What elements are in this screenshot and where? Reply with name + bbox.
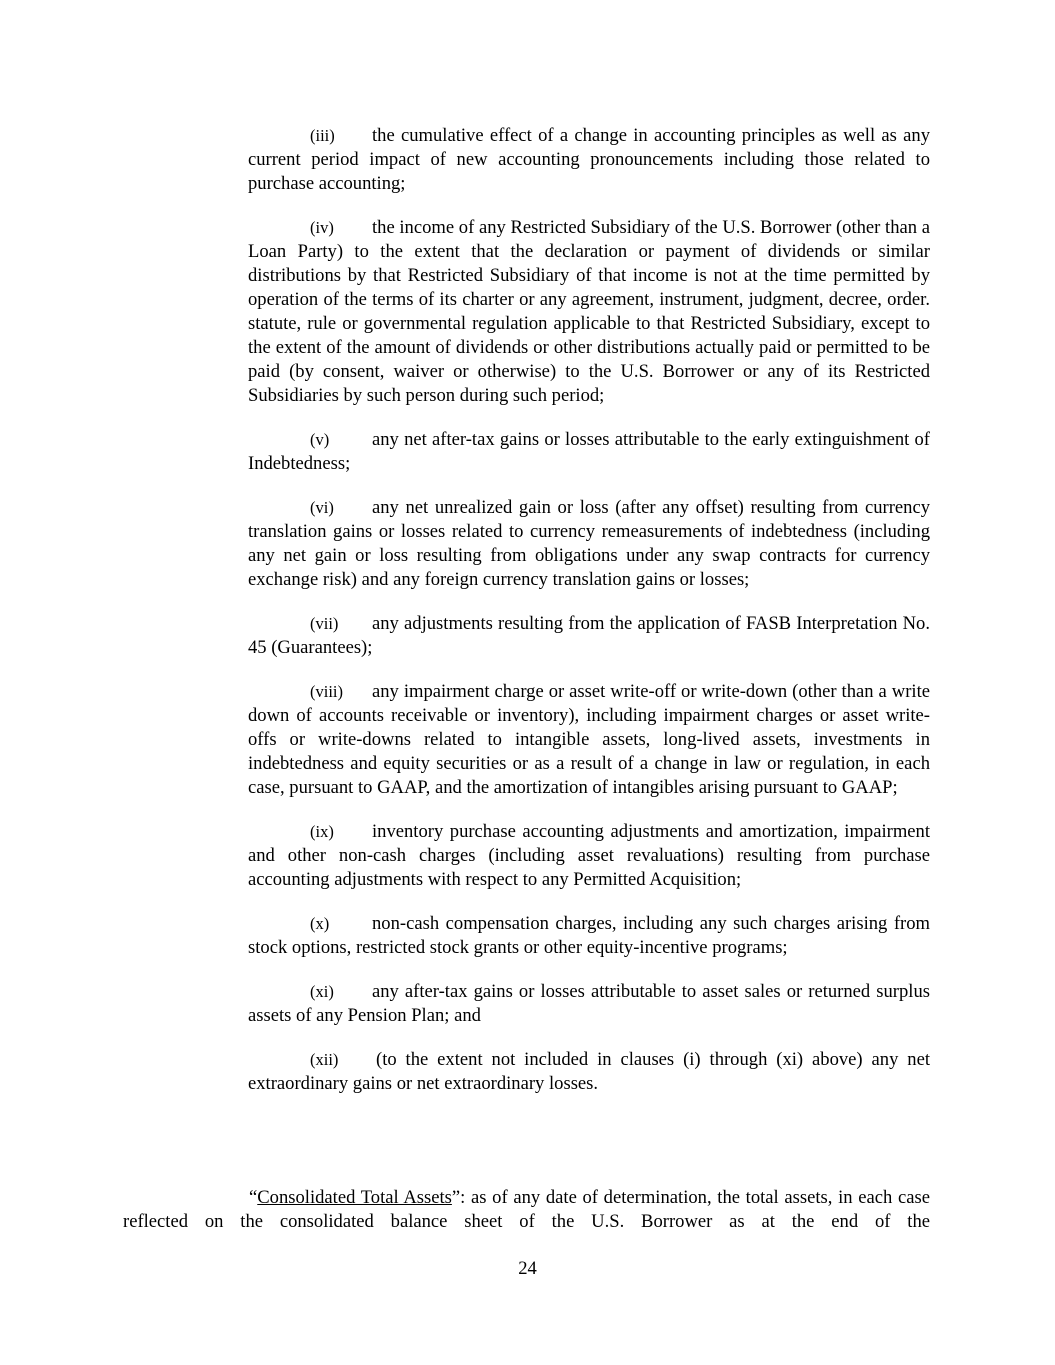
clause-iv xyxy=(248,216,930,408)
close-quote: ”: xyxy=(451,1187,466,1208)
clause-vii xyxy=(248,612,930,660)
clause-text: the income of any Restricted Subsidiary of the U.S. Borrower (other than a Loan Party) to the extent that the declaration or payment of dividends or similar distributions by that Restricted Subsidiary of that income is not at the time permitted by operation of the terms of its charter or any agreement, instrument, judgment, decree, order. statute, rule or governmental regulation applicable to that Restricted Subsidiary, except to the extent of the amount of dividends or other distributions actually paid or permitted to be paid (by consent, waiver or otherwise) to the U.S. Borrower or any of its Restricted Subsidiaries by such person during such period; xyxy=(248,217,930,406)
clause-text: any adjustments resulting from the application of FASB Interpretation No. 45 (Guarantees); xyxy=(248,613,930,658)
clause-text: any net after-tax gains or losses attributable to the early extinguishment of Indebtedness; xyxy=(248,429,930,474)
clause-number: (v) xyxy=(310,430,330,449)
clause-ix xyxy=(248,820,930,892)
clause-text: any net unrealized gain or loss (after any offset) resulting from currency translation gains or losses related to currency remeasurements of indebtedness (including any net gain or loss resulting from obligations under any swap contracts for currency exchange risk) and any foreign currency translation gains or losses; xyxy=(248,497,930,590)
open-quote: “ xyxy=(249,1187,258,1208)
clause-xii xyxy=(248,1048,930,1096)
clause-text: the cumulative effect of a change in accounting principles as well as any current period impact of new accounting pronouncements including those related to purchase accounting; xyxy=(248,125,930,194)
clause-x xyxy=(248,912,930,960)
clause-text: (to the extent not included in clauses (i) through (xi) above) any net extraordinary gains or net extraordinary losses. xyxy=(248,1049,930,1094)
clause-number: (xi) xyxy=(310,982,334,1001)
clause-viii xyxy=(248,680,930,800)
clause-number: (iii) xyxy=(310,126,335,145)
clause-iii xyxy=(248,124,930,196)
page-number: 24 xyxy=(518,1258,537,1279)
clause-number: (x) xyxy=(310,914,330,933)
clause-text: inventory purchase accounting adjustments and amortization, impairment and other non-cash charges (including asset revaluations) resulting from purchase accounting adjustments with respect to any Permitted Acquisition; xyxy=(248,821,930,890)
definition-consolidated-total-assets xyxy=(123,1186,930,1234)
clause-list xyxy=(248,124,930,1116)
clause-xi xyxy=(248,980,930,1028)
defined-term: Consolidated Total Assets xyxy=(257,1187,452,1208)
clause-number: (ix) xyxy=(310,822,334,841)
clause-vi xyxy=(248,496,930,592)
clause-text: any after-tax gains or losses attributable to asset sales or returned surplus assets of any Pension Plan; and xyxy=(248,981,930,1026)
clause-number: (viii) xyxy=(310,682,343,701)
clause-text: non-cash compensation charges, including any such charges arising from stock options, restricted stock grants or other equity-incentive programs; xyxy=(248,913,930,958)
clause-text: any impairment charge or asset write-off or write-down (other than a write down of accounts receivable or inventory), including impairment charges or asset write-offs or write-downs related to intangible assets, long-lived assets, investments in indebtedness and equity securities or as a result of a change in law or regulation, in each case, pursuant to GAAP, and the amortization of intangibles arising pursuant to GAAP; xyxy=(248,681,930,798)
definition-text: as of any date of determination, the total assets, in each case reflected on the consolidated balance sheet of the U.S. Borrower as at the end of the xyxy=(123,1187,930,1232)
clause-number: (vi) xyxy=(310,498,334,517)
clause-v xyxy=(248,428,930,476)
clause-number: (vii) xyxy=(310,614,339,633)
clause-number: (iv) xyxy=(310,218,334,237)
clause-number: (xii) xyxy=(310,1050,339,1069)
